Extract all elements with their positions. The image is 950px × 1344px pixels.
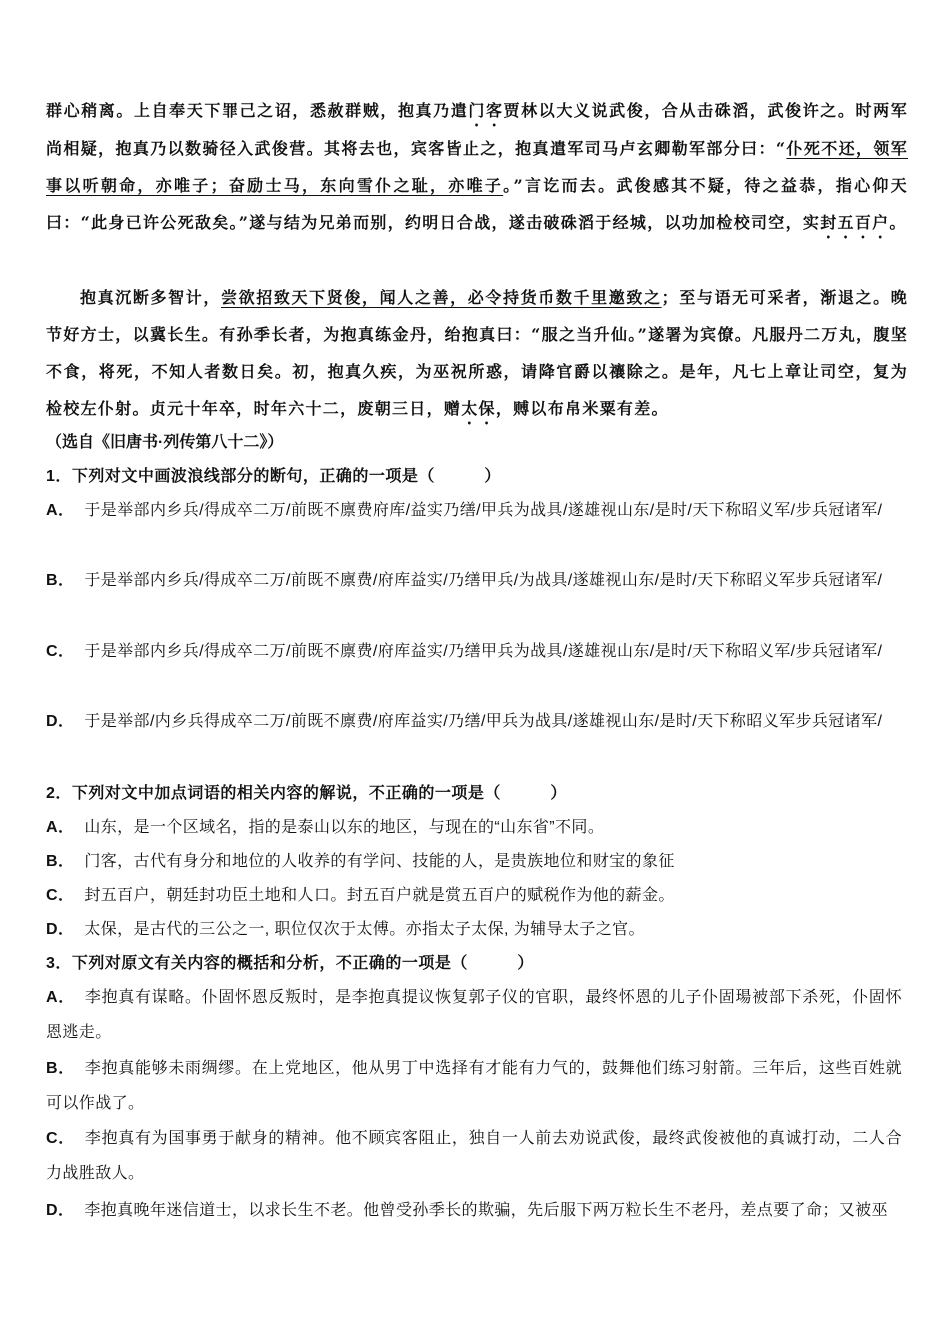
underlined-sentence-2: 尝欲招致天下贤俊，闻人之善，必令持货币数千里邀致之 [221, 288, 662, 307]
option-letter: C． [46, 643, 75, 660]
question-2-stem: 2．下列对文中加点词语的相关内容的解说，不正确的一项是（ ） [46, 785, 567, 802]
option-text: 李抱真晚年迷信道士，以求长生不老。他曾受孙季长的欺骗，先后服下两万粒长生不老丹，差点要了命；又被巫 [84, 1202, 888, 1219]
question-2-option-c [46, 878, 902, 913]
option-letter: A． [46, 819, 75, 836]
option-letter: D． [46, 713, 75, 730]
passage-text: 抱真沉断多智计， [80, 288, 221, 307]
option-letter: A． [46, 989, 75, 1006]
passage-paragraph-1 [46, 92, 908, 242]
option-text: 李抱真有谋略。仆固怀恩反叛时，是李抱真提议恢复郭子仪的官职，最终怀恩的儿子仆固瑒被部下杀死，仆固怀恩逃走。 [46, 989, 902, 1041]
dotted-term-fenghu: 封五百户 [820, 213, 890, 232]
passage-source: （选自《旧唐书·列传第八十二》） [46, 434, 284, 451]
option-letter: C． [46, 1130, 75, 1147]
question-1-stem: 1．下列对文中画波浪线部分的断句，正确的一项是（ ） [46, 468, 501, 485]
passage-text: 群心稍离。上自奉天下罪己之诏，悉赦群贼，抱真乃遣 [46, 101, 469, 120]
passage-text: 。 [889, 213, 907, 232]
passage-text: 贾林以大义说武俊，合从击硃滔，武俊许之。时两军尚相疑，抱真乃以数骑径入武俊营。其将去也，宾客皆止之，抱真遣军司马卢玄卿勒军部分曰：“ [46, 101, 908, 158]
question-2-option-a [46, 810, 902, 845]
question-3-stem: 3．下列对原文有关内容的概括和分析，不正确的一项是（ ） [46, 955, 534, 972]
question-1-option-b [46, 563, 902, 598]
option-text: 李抱真能够未雨绸缪。在上党地区，他从男丁中选择有才能有力气的，鼓舞他们练习射箭。三年后，这些百姓就可以作战了。 [46, 1060, 902, 1112]
option-letter: B． [46, 853, 75, 870]
option-text: 山东，是一个区域名，指的是泰山以东的地区，与现在的“山东省”不同。 [84, 819, 605, 836]
dotted-term-taibao: 太保 [461, 399, 496, 418]
option-text: 于是举部内乡兵/得成卒二万/前既不廪费/府库益实/乃缮甲兵/为战具/遂雄视山东/是时/天下称昭义军步兵冠诸军/ [84, 572, 883, 589]
dotted-term-menke: 门客 [468, 101, 504, 120]
option-letter: B． [46, 1060, 75, 1077]
question-3-option-b [46, 1051, 902, 1121]
passage-paragraph-2 [46, 279, 908, 428]
underlined-sentence-1: 仆死不还，领军事以听朝命，亦唯子；奋励士马，东向雪仆之耻，亦唯子 [46, 139, 908, 195]
option-letter: B． [46, 572, 75, 589]
question-1-option-a [46, 493, 902, 528]
question-1-option-c [46, 634, 902, 669]
question-2-option-d [46, 912, 902, 947]
option-text: 于是举部/内乡兵得成卒二万/前既不廪费/府库益实/乃缮/甲兵为战具/遂雄视山东/是时/天下称昭义军步兵冠诸军/ [84, 713, 883, 730]
option-text: 太保，是古代的三公之一, 职位仅次于太傅。亦指太子太保, 为辅导太子之官。 [84, 921, 645, 938]
passage-text: 。”言讫而去。武俊感其不疑，待之益恭，指心仰天曰：“此身已许公死敌矣。”遂与结为兄弟而别，约明日合战，遂击破硃滔于经城，以功加检校司空，实 [46, 176, 908, 232]
question-3-option-d [46, 1193, 902, 1228]
passage-text: ；至与语无可采者，渐退之。晚节好方士，以冀长生。有孙季长者，为抱真练金丹，绐抱真曰：“服之当升仙。”遂署为宾僚。凡服丹二万丸，腹坚不食，将死，不知人者数日矣。初，抱真久疾，为巫祝所惑，请降官爵以禳除之。是年，凡七上章让司空，复为检校左仆射。贞元十年卒，时年六十二，废朝三日，赠 [46, 288, 908, 418]
option-letter: A． [46, 502, 75, 519]
question-1-option-d [46, 704, 902, 739]
question-3-option-c [46, 1121, 902, 1191]
passage-text: ，赙以布帛米粟有差。 [495, 399, 669, 418]
option-letter: D． [46, 921, 75, 938]
option-text: 李抱真有为国事勇于献身的精神。他不顾宾客阻止，独自一人前去劝说武俊，最终武俊被他的真诚打动，二人合力战胜敌人。 [46, 1130, 902, 1182]
option-text: 于是举部内乡兵/得成卒二万/前既不廪费府库/益实乃缮/甲兵为战具/遂雄视山东/是时/天下称昭义军/步兵冠诸军/ [84, 502, 883, 519]
question-2-option-b [46, 844, 902, 879]
option-text: 门客，古代有身分和地位的人收养的有学问、技能的人，是贵族地位和财宝的象征 [84, 853, 675, 870]
option-letter: C． [46, 887, 75, 904]
option-text: 于是举部内乡兵/得成卒二万/前既不廪费/府库益实/乃缮甲兵为战具/遂雄视山东/是时/天下称昭义军/步兵冠诸军/ [84, 643, 883, 660]
option-letter: D． [46, 1202, 75, 1219]
question-3-option-a [46, 980, 902, 1050]
option-text: 封五百户，朝廷封功臣土地和人口。封五百户就是赏五百户的赋税作为他的薪金。 [84, 887, 675, 904]
